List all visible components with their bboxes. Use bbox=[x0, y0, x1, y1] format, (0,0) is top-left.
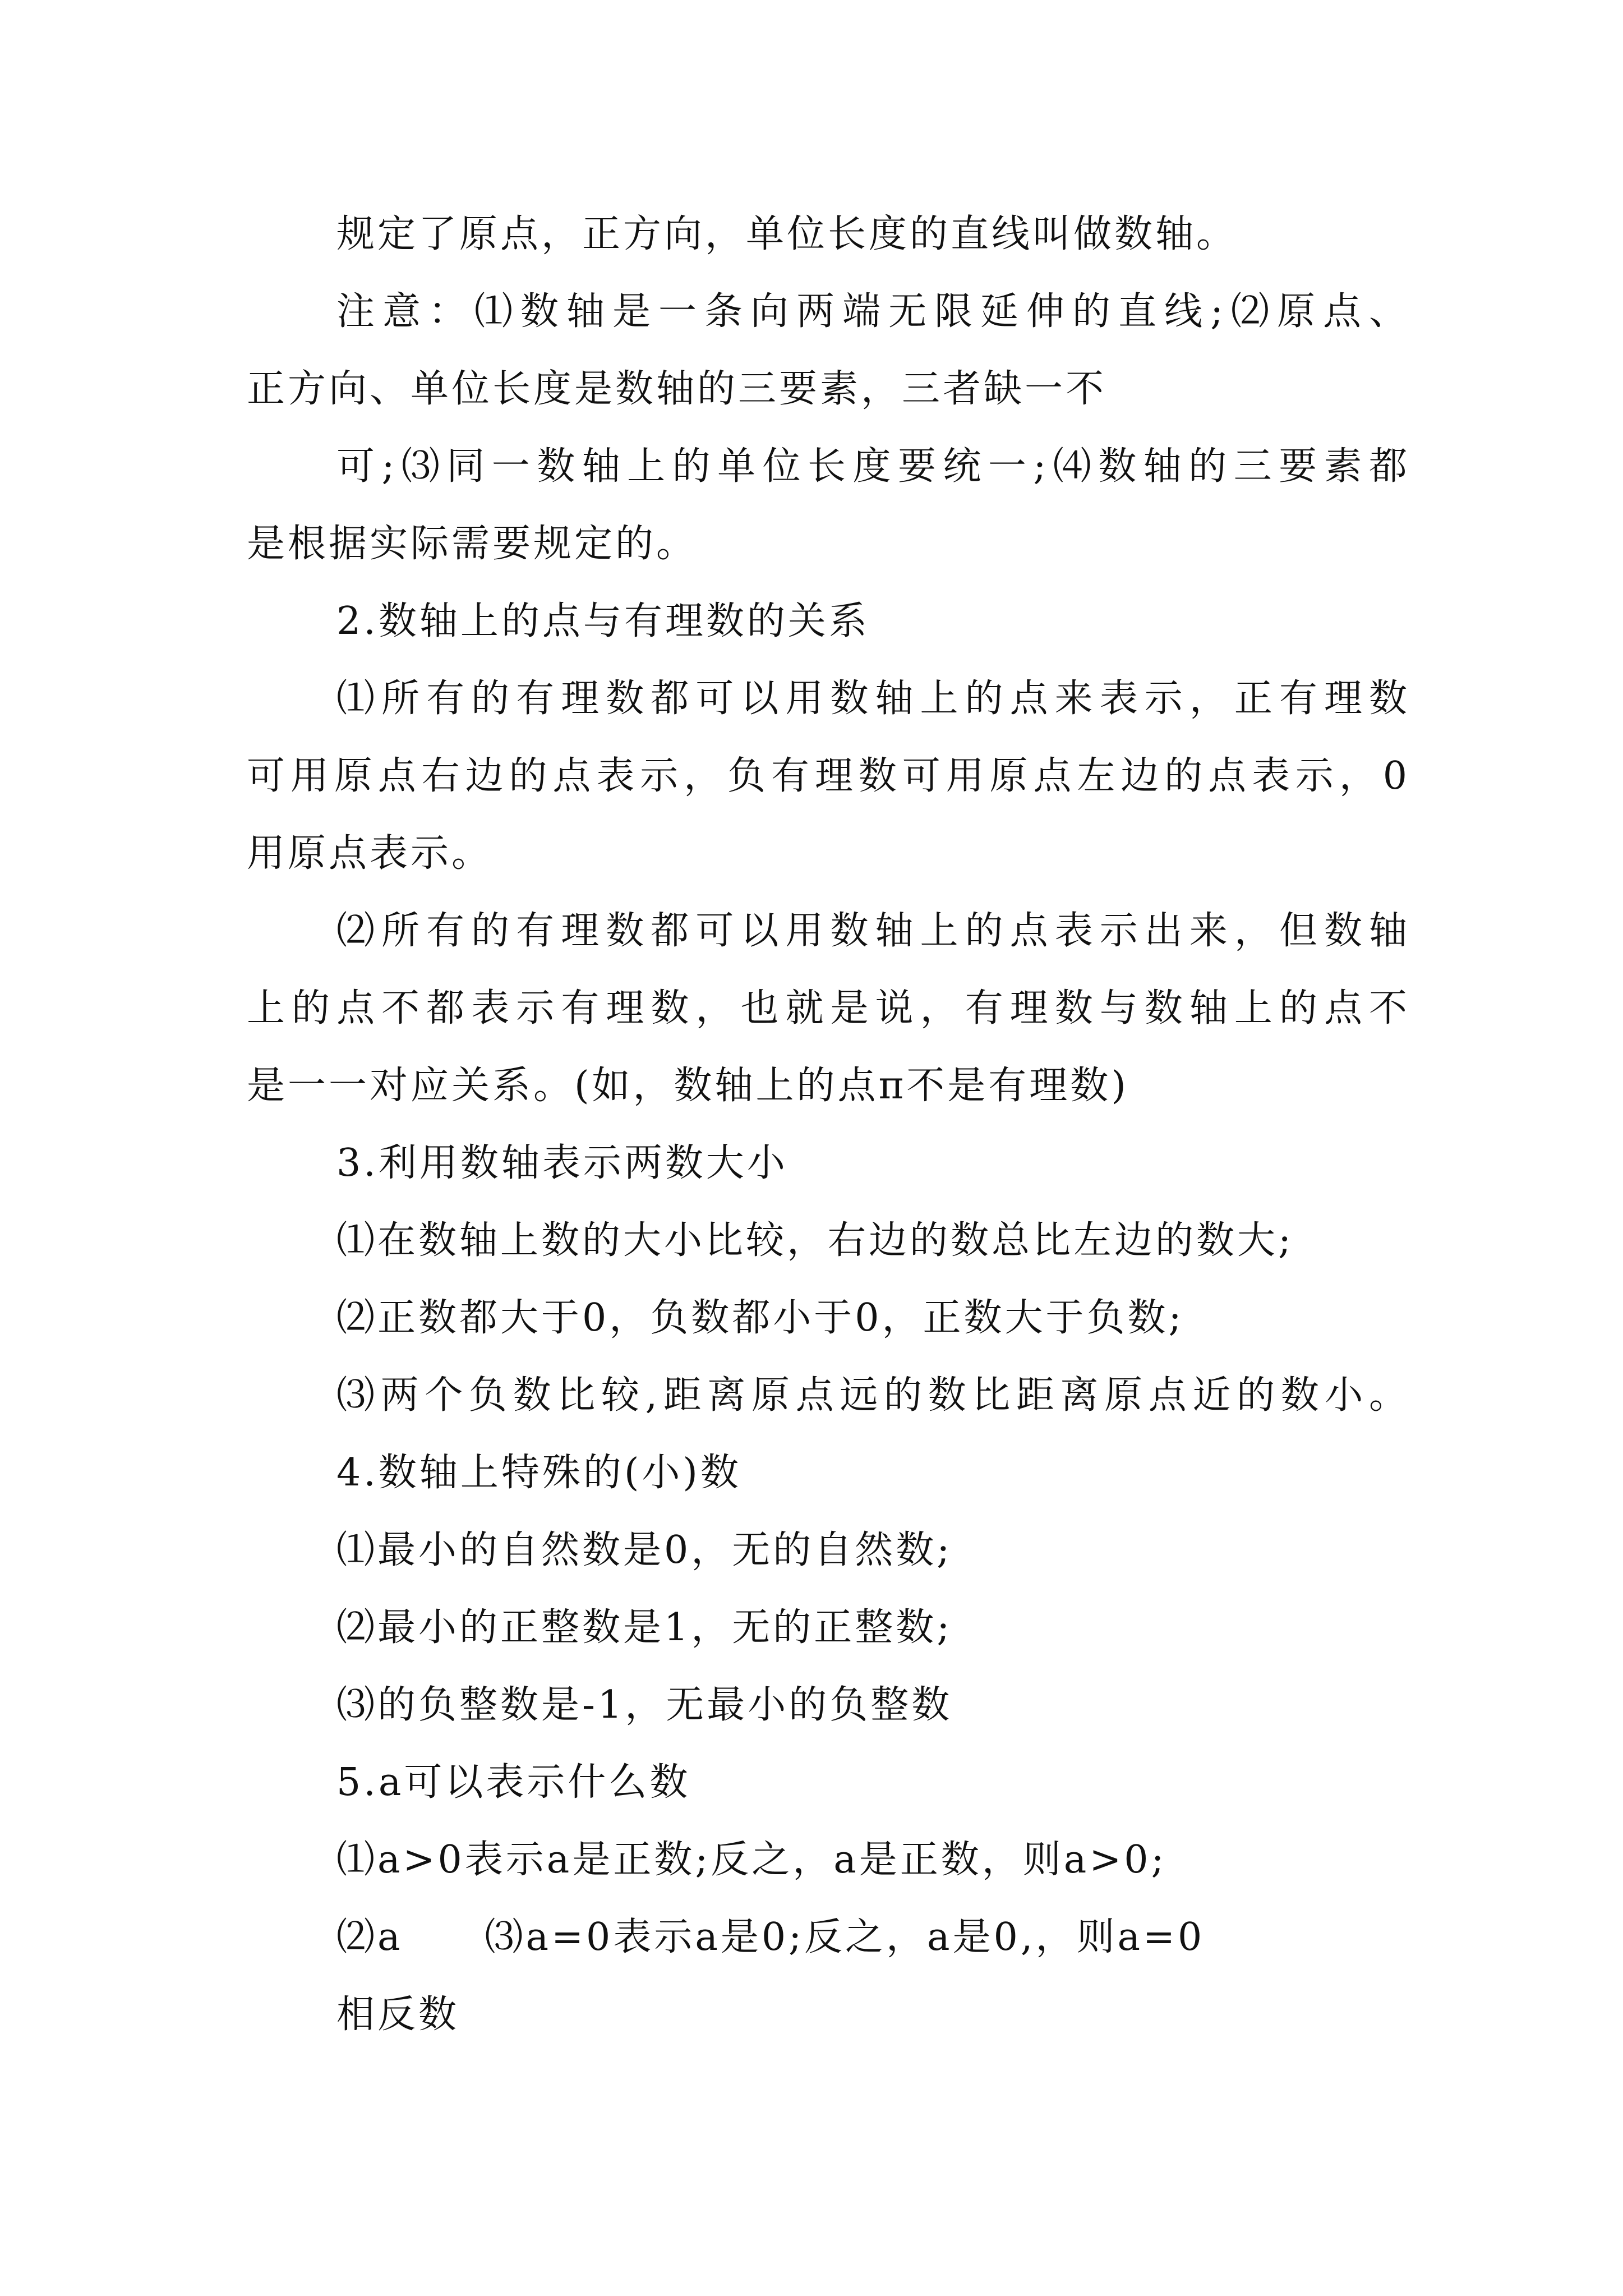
section-heading: 相反数 bbox=[336, 1993, 460, 2037]
text-line: 可;⑶同一数轴上的单位长度要统一;⑷数轴的三要素都 bbox=[336, 444, 1410, 489]
section-heading: 3.利用数轴表示两数大小 bbox=[336, 1141, 788, 1185]
text-line: ⑴最小的自然数是0，无的自然数; bbox=[336, 1528, 953, 1572]
text-line: 注意：⑴数轴是一条向两端无限延伸的直线;⑵原点、 bbox=[336, 289, 1410, 334]
text-line: ⑴在数轴上数的大小比较，右边的数总比左边的数大; bbox=[336, 1218, 1294, 1263]
text-line: ⑶两个负数比较,距离原点远的数比距离原点近的数小。 bbox=[336, 1373, 1410, 1418]
text-line: 规定了原点，正方向，单位长度的直线叫做数轴。 bbox=[336, 212, 1238, 256]
text-line: 是一一对应关系。(如，数轴上的点π不是有理数) bbox=[247, 1064, 1129, 1108]
text-line: ⑵a ⑶a=0表示a是0;反之，a是0,，则a=0 bbox=[336, 1915, 1205, 1959]
section-heading: 4.数轴上特殊的(小)数 bbox=[336, 1451, 741, 1495]
text-line: 是根据实际需要规定的。 bbox=[247, 522, 698, 566]
text-line: 正方向、单位长度是数轴的三要素，三者缺一不 bbox=[247, 367, 1107, 411]
text-line: 可用原点右边的点表示，负有理数可用原点左边的点表示，0 bbox=[247, 754, 1410, 798]
text-line: ⑴a>0表示a是正数;反之，a是正数，则a>0; bbox=[336, 1838, 1167, 1882]
section-heading: 2.数轴上的点与有理数的关系 bbox=[336, 599, 870, 643]
section-heading: 5.a可以表示什么数 bbox=[336, 1760, 691, 1805]
text-line: ⑴所有的有理数都可以用数轴上的点来表示，正有理数 bbox=[336, 677, 1410, 721]
text-line: ⑶的负整数是-1，无最小的负整数 bbox=[336, 1683, 953, 1727]
text-line: 用原点表示。 bbox=[247, 831, 493, 876]
text-line: 上的点不都表示有理数，也就是说，有理数与数轴上的点不 bbox=[247, 986, 1410, 1030]
text-line: ⑵所有的有理数都可以用数轴上的点表示出来，但数轴 bbox=[336, 909, 1410, 953]
text-line: ⑵最小的正整数是1，无的正整数; bbox=[336, 1605, 953, 1650]
text-line: ⑵正数都大于0，负数都小于0，正数大于负数; bbox=[336, 1296, 1184, 1340]
